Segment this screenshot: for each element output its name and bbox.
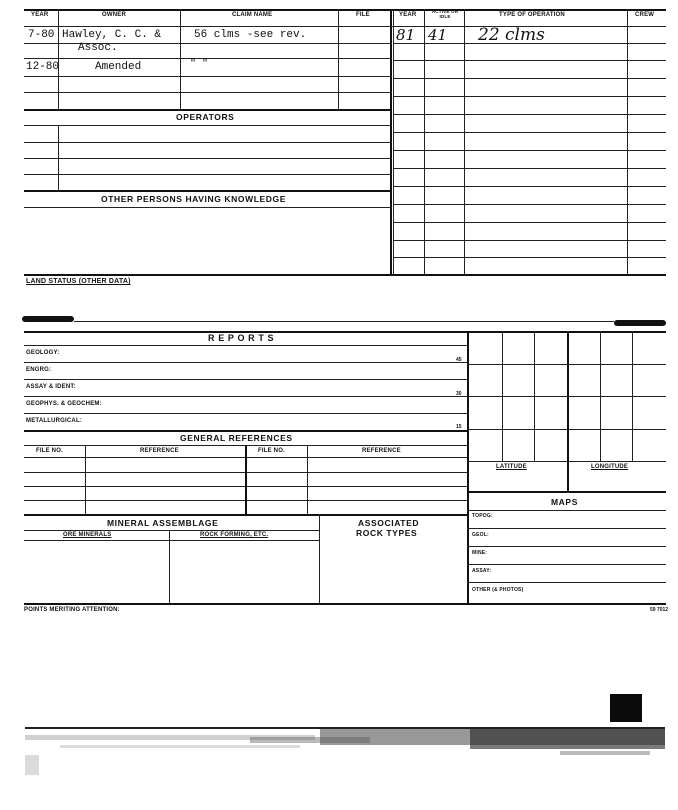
- associated-label: ASSOCIATED: [358, 518, 420, 528]
- handwritten-type: 22 clms: [478, 25, 545, 45]
- other-persons-label: OTHER PERSONS HAVING KNOWLEDGE: [101, 194, 287, 204]
- gref-reference-1: REFERENCE: [140, 448, 179, 454]
- maps-geol: GEOL:: [472, 532, 489, 538]
- report-metallurgical: METALLURGICAL:: [26, 418, 83, 424]
- gref-file-no-1: FILE NO.: [36, 448, 63, 454]
- points-meriting-label: POINTS MERITING ATTENTION:: [24, 607, 120, 613]
- general-references-title: GENERAL REFERENCES: [180, 433, 293, 443]
- scan-noise-band: [0, 715, 678, 795]
- land-status-label: LAND STATUS (OTHER DATA): [26, 278, 131, 285]
- row1-year: 7-80: [28, 29, 55, 41]
- maps-topog: TOPOG:: [472, 513, 493, 519]
- operators-label: OPERATORS: [176, 112, 235, 122]
- scan-mark-right: [614, 320, 666, 326]
- maps-other: OTHER (& PHOTOS): [472, 587, 524, 593]
- latitude-label: LATITUDE: [496, 464, 527, 470]
- row3-owner: Amended: [95, 61, 142, 73]
- reports-title: R E P O R T S: [208, 333, 275, 343]
- scan-mark-left: [22, 316, 74, 322]
- form-number: 59 7012: [650, 607, 669, 613]
- longitude-label: LONGITUDE: [591, 464, 629, 470]
- year-right-header: YEAR: [399, 12, 417, 18]
- row1-claim: 56 clms -see rev.: [194, 29, 307, 41]
- owner-header: OWNER: [102, 12, 126, 18]
- handwritten-year: 81: [396, 26, 416, 44]
- report-geophys: GEOPHYS. & GEOCHEM:: [26, 401, 102, 407]
- report-geology-num: 45: [456, 357, 462, 363]
- row1-owner: Hawley, C. C. &: [62, 29, 162, 41]
- ore-minerals-label: ORE MINERALS: [63, 532, 112, 538]
- crew-header: CREW: [635, 12, 655, 18]
- maps-assay: ASSAY:: [472, 568, 492, 574]
- mineral-assemblage-title: MINERAL ASSEMBLAGE: [107, 518, 219, 528]
- rock-forming-label: ROCK FORMING, ETC.: [200, 532, 269, 538]
- handwritten-active: 41: [428, 26, 448, 44]
- row3-claim: " ": [190, 59, 209, 70]
- maps-title: MAPS: [551, 497, 578, 507]
- year-header: YEAR: [31, 12, 49, 18]
- report-assay: ASSAY & IDENT:: [26, 384, 76, 390]
- report-engrg: ENGRG:: [26, 367, 52, 373]
- claim-name-header: CLAIM NAME: [232, 12, 273, 18]
- gref-file-no-2: FILE NO.: [258, 448, 285, 454]
- active-idle-header: ACTIVE OR IDLE: [431, 9, 459, 19]
- report-assay-num: 30: [456, 391, 462, 397]
- file-header: FILE: [356, 12, 370, 18]
- row3-year: 12-80: [26, 61, 60, 73]
- report-metallurgical-num: 15: [456, 424, 462, 430]
- rock-types-label: ROCK TYPES: [356, 528, 418, 538]
- gref-reference-2: REFERENCE: [362, 448, 401, 454]
- type-of-operation-header: TYPE OF OPERATION: [499, 12, 565, 18]
- row2-owner: Assoc.: [78, 42, 118, 54]
- report-geology: GEOLOGY:: [26, 350, 60, 356]
- maps-mine: MINE:: [472, 550, 488, 556]
